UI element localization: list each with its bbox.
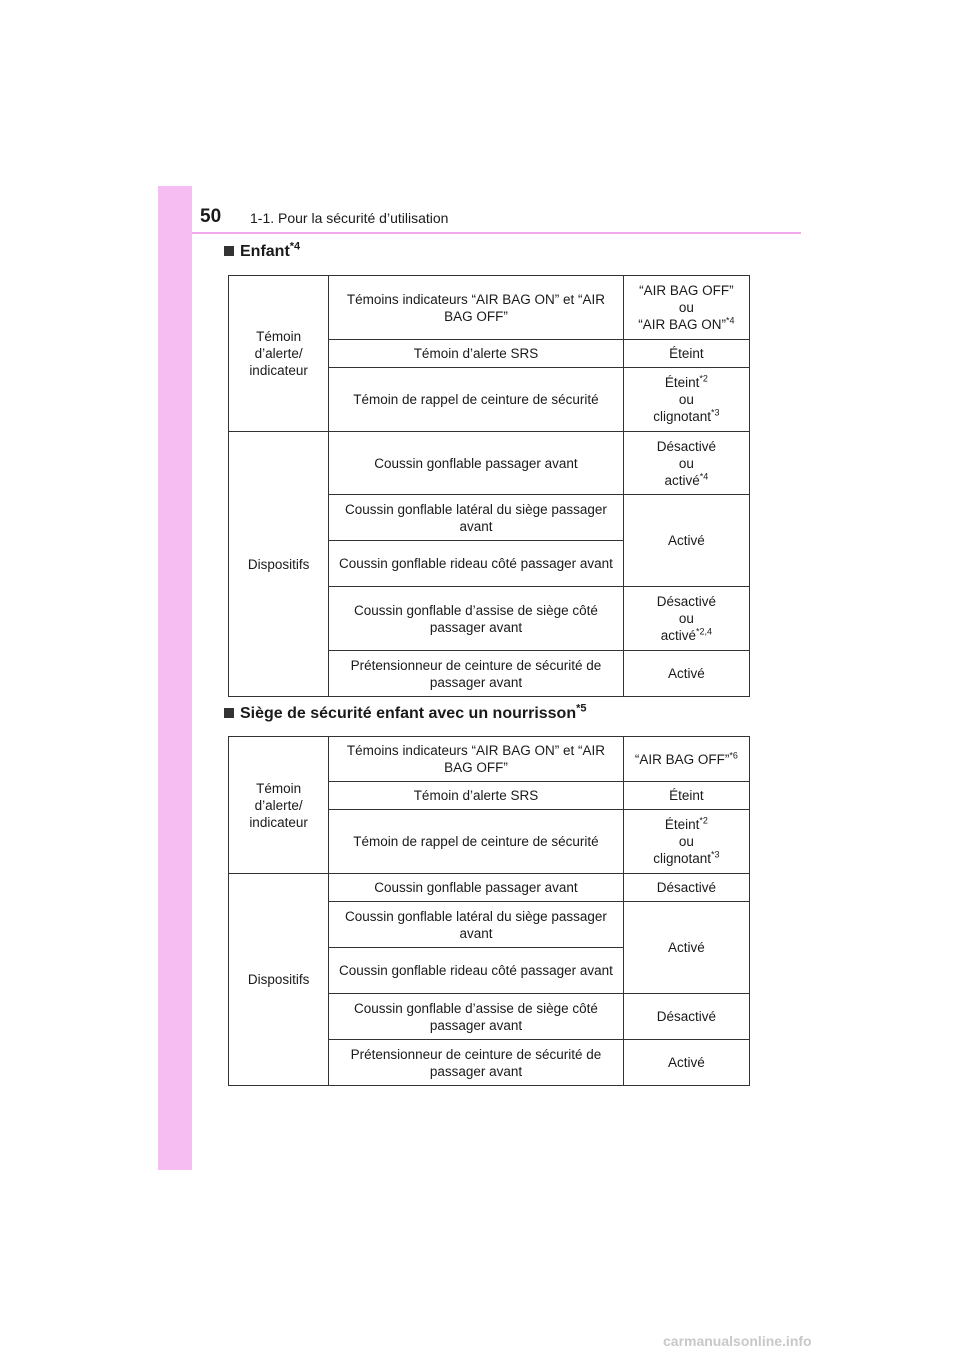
footnote-ref: *4 <box>699 471 709 481</box>
table-nourrisson <box>228 736 750 1086</box>
state-line: “AIR BAG OFF” <box>634 751 730 767</box>
table-enfant <box>228 275 750 697</box>
table-cell-item: Coussin gonflable latéral du siège passager avant <box>329 495 624 541</box>
table-cell-state: Éteint <box>623 340 749 368</box>
table-cell-item: Coussin gonflable d’assise de siège côté passager avant <box>329 994 624 1040</box>
table-row <box>229 432 750 495</box>
table-cell-state: Activé <box>623 902 749 994</box>
state-line: activé <box>660 628 696 643</box>
table-row <box>229 276 750 340</box>
footnote-ref: *2,4 <box>696 626 713 637</box>
chapter-title: 1-1. Pour la sécurité d’utilisation <box>250 210 449 226</box>
section-heading-enfant <box>224 240 301 261</box>
table-cell-item: Témoins indicateurs “AIR BAG ON” et “AIR BAG OFF” <box>329 737 624 782</box>
table-cell-state: Éteint <box>623 782 749 810</box>
table-cell-state <box>623 587 749 651</box>
table-cell-state: Activé <box>623 495 749 587</box>
chapter-sidebar-tab <box>158 186 192 1170</box>
table-cell-state: Activé <box>623 1040 749 1086</box>
table-cell-item: Prétensionneur de ceinture de sécurité de passager avant <box>329 1040 624 1086</box>
footnote-ref: *3 <box>711 407 720 418</box>
footnote-ref: *4 <box>289 240 301 253</box>
section-heading-nourrisson <box>224 702 587 723</box>
header-rule <box>192 232 801 234</box>
table-cell-item: Coussin gonflable rideau côté passager avant <box>329 541 624 587</box>
table-cell-item: Coussin gonflable d’assise de siège côté passager avant <box>329 587 624 651</box>
square-bullet-icon <box>224 246 234 256</box>
state-line: ou <box>678 455 694 471</box>
square-bullet-icon <box>224 708 234 718</box>
footnote-ref: *2 <box>699 815 708 826</box>
row-label-indicator: Témoin d’alerte/ indicateur <box>229 737 329 874</box>
table-cell-state <box>623 432 749 495</box>
table-cell-state: Activé <box>623 651 749 697</box>
table-cell-item: Témoins indicateurs “AIR BAG ON” et “AIR BAG OFF” <box>329 276 624 340</box>
table-cell-item: Témoin de rappel de ceinture de sécurité <box>329 368 624 432</box>
heading-text: Enfant <box>240 243 290 260</box>
state-line: activé <box>664 472 700 488</box>
footnote-ref: *6 <box>729 750 738 760</box>
table-row <box>229 737 750 782</box>
table-cell-item: Témoin de rappel de ceinture de sécurité <box>329 810 624 874</box>
row-label-indicator: Témoin d’alerte/ indicateur <box>229 276 329 432</box>
table-cell-state <box>623 810 749 874</box>
footer-watermark: carmanualsonline.info <box>663 1333 812 1349</box>
table-cell-state <box>623 737 749 782</box>
table-cell-item: Coussin gonflable rideau côté passager avant <box>329 948 624 994</box>
footnote-ref: *5 <box>576 702 587 715</box>
table-cell-state: Désactivé <box>623 994 749 1040</box>
footnote-ref: *2 <box>699 373 708 384</box>
state-line: clignotant <box>653 851 712 866</box>
heading-text: Siège de sécurité enfant avec un nourrisson <box>240 705 577 722</box>
page-number: 50 <box>200 206 222 227</box>
state-line: ou <box>678 392 694 407</box>
table-cell-state <box>623 276 749 340</box>
state-line: ou <box>678 300 694 315</box>
footnote-ref: *4 <box>726 315 735 326</box>
state-line: ou <box>678 611 694 626</box>
row-label-devices: Dispositifs <box>229 874 329 1086</box>
state-line: Éteint <box>664 375 700 390</box>
state-line: “AIR BAG OFF” <box>639 283 734 298</box>
table-cell-item: Témoin d’alerte SRS <box>329 782 624 810</box>
table-row <box>229 874 750 902</box>
state-line: Désactivé <box>656 438 717 454</box>
table-cell-state <box>623 368 749 432</box>
table-cell-item: Coussin gonflable latéral du siège passager avant <box>329 902 624 948</box>
table-cell-item: Coussin gonflable passager avant <box>329 874 624 902</box>
table-cell-item: Témoin d’alerte SRS <box>329 340 624 368</box>
table-cell-item: Coussin gonflable passager avant <box>329 432 624 495</box>
state-line: clignotant <box>653 409 712 424</box>
table-cell-item: Prétensionneur de ceinture de sécurité de passager avant <box>329 651 624 697</box>
row-label-devices: Dispositifs <box>229 432 329 697</box>
footnote-ref: *3 <box>711 849 720 860</box>
state-line: ou <box>678 834 694 849</box>
state-line: Éteint <box>664 817 700 832</box>
state-line: “AIR BAG ON” <box>638 317 726 332</box>
state-line: Désactivé <box>656 594 717 609</box>
table-cell-state: Désactivé <box>623 874 749 902</box>
